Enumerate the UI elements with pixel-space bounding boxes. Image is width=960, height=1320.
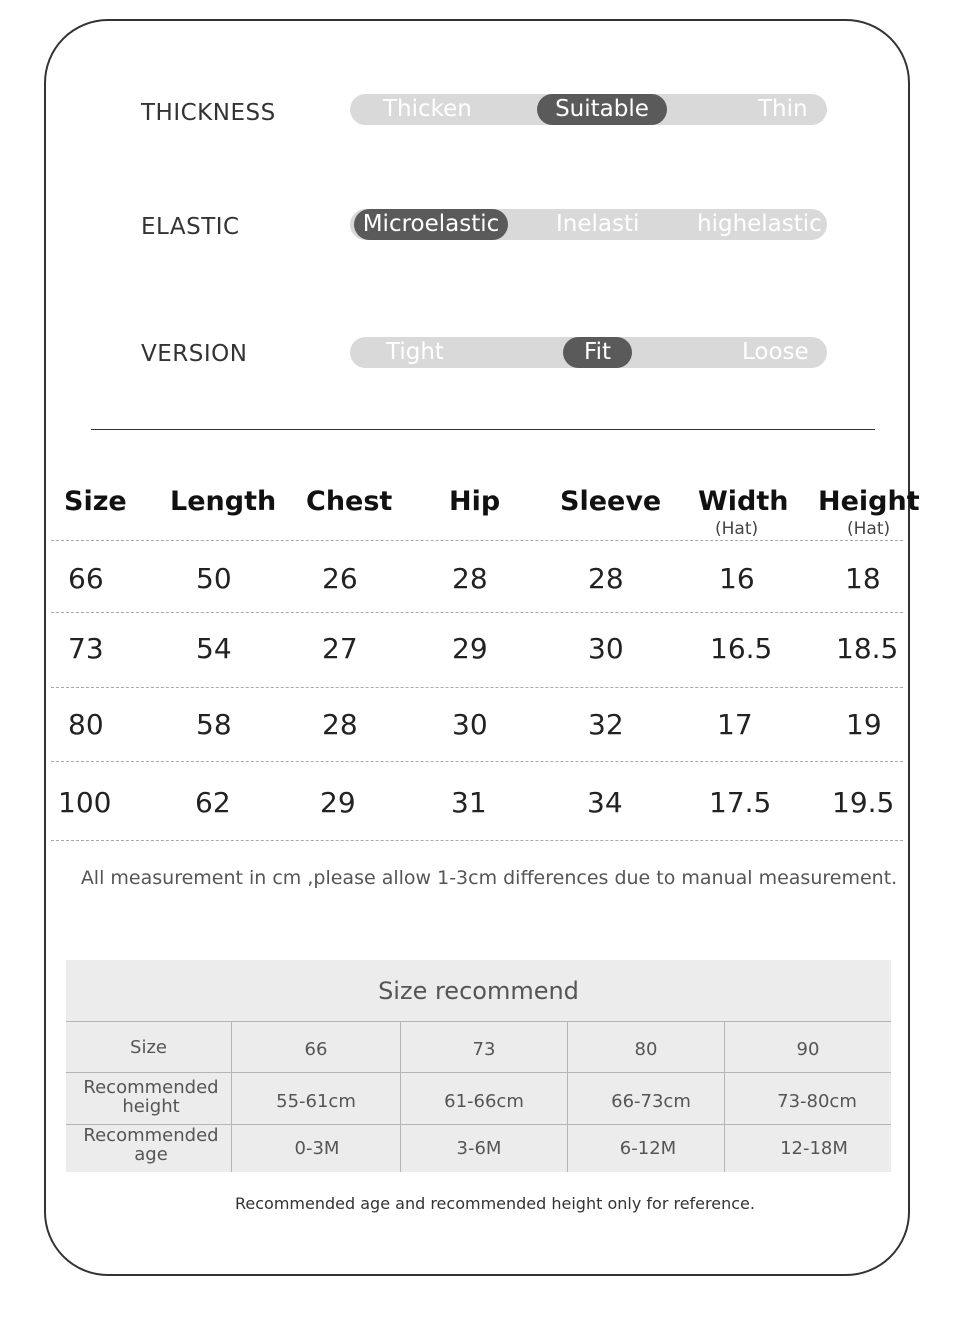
cell-sleeve: 28 [588, 562, 624, 595]
row-separator [51, 540, 903, 541]
cell-height: 19 [846, 708, 882, 741]
row-separator [51, 761, 903, 762]
row-label-height [66, 1078, 236, 1116]
cell-hip: 30 [452, 708, 488, 741]
cell-width: 16.5 [710, 632, 773, 665]
recommend-cell: 73 [472, 1039, 496, 1060]
table-border [66, 1021, 891, 1022]
size-recommend-table [66, 960, 891, 1172]
row-separator [51, 687, 903, 688]
scale-option: Tight [386, 339, 444, 365]
size-recommend-title: Size recommend [378, 977, 579, 1005]
cell-hip: 29 [452, 632, 488, 665]
cell-hip: 31 [451, 786, 487, 819]
cell-height: 19.5 [832, 786, 895, 819]
row-separator [51, 612, 903, 613]
cell-chest: 29 [320, 786, 356, 819]
elastic-scale [350, 209, 827, 240]
row-label-line: height [122, 1096, 180, 1117]
cell-length: 62 [195, 786, 231, 819]
table-border [66, 1072, 891, 1073]
recommend-cell: 66-73cm [611, 1091, 691, 1112]
cell-length: 58 [196, 708, 232, 741]
cell-length: 54 [196, 632, 232, 665]
width-subheader: (Hat) [715, 519, 759, 539]
cell-size: 66 [68, 562, 104, 595]
column-header-size: Size [64, 486, 127, 517]
row-label-line: Recommended [83, 1077, 219, 1098]
column-header-length: Length [170, 486, 277, 517]
row-label-line: age [134, 1144, 168, 1165]
recommend-cell: 12-18M [780, 1138, 848, 1159]
recommend-cell: 90 [796, 1039, 820, 1060]
scale-option-selected: Microelastic [354, 209, 508, 240]
recommend-cell: 6-12M [619, 1138, 677, 1159]
height-subheader: (Hat) [847, 519, 891, 539]
cell-chest: 26 [322, 562, 358, 595]
cell-height: 18 [845, 562, 881, 595]
reference-footnote: Recommended age and recommended height only for reference. [235, 1194, 755, 1213]
cell-height: 18.5 [836, 632, 899, 665]
cell-size: 80 [68, 708, 104, 741]
cell-chest: 28 [322, 708, 358, 741]
cell-length: 50 [196, 562, 232, 595]
scale-option-selected: Fit [563, 337, 632, 368]
scale-option: Loose [742, 339, 809, 365]
row-separator [51, 840, 903, 841]
scale-option: Thin [758, 96, 808, 122]
cell-sleeve: 34 [587, 786, 623, 819]
recommend-cell: 61-66cm [444, 1091, 524, 1112]
recommend-cell: 55-61cm [276, 1091, 356, 1112]
cell-sleeve: 30 [588, 632, 624, 665]
scale-option: highelastic [697, 211, 822, 237]
recommend-cell: 80 [634, 1039, 658, 1060]
column-header-hip: Hip [449, 486, 501, 517]
row-label-line: Recommended [83, 1125, 219, 1146]
attribute-label: THICKNESS [141, 100, 276, 126]
recommend-cell: 66 [304, 1039, 328, 1060]
version-scale [350, 337, 827, 368]
recommend-cell: 73-80cm [777, 1091, 857, 1112]
cell-chest: 27 [322, 632, 358, 665]
cell-width: 17.5 [709, 786, 772, 819]
cell-hip: 28 [452, 562, 488, 595]
cell-size: 100 [58, 786, 112, 819]
thickness-scale [350, 94, 827, 125]
recommend-cell: 3-6M [456, 1138, 502, 1159]
attribute-label: ELASTIC [141, 214, 240, 240]
cell-size: 73 [68, 632, 104, 665]
row-label-size: Size [130, 1037, 167, 1058]
attribute-label: VERSION [141, 341, 248, 367]
column-header-height: Height [818, 486, 920, 517]
column-header-sleeve: Sleeve [560, 486, 662, 517]
scale-option: Thicken [383, 96, 472, 122]
column-header-chest: Chest [306, 486, 393, 517]
row-label-age [66, 1126, 236, 1164]
cell-width: 17 [717, 708, 753, 741]
measurement-note: All measurement in cm ,please allow 1-3cm differences due to manual measurement. [80, 867, 898, 889]
recommend-cell: 0-3M [294, 1138, 340, 1159]
section-divider [91, 429, 875, 430]
cell-width: 16 [719, 562, 755, 595]
cell-sleeve: 32 [588, 708, 624, 741]
column-header-width: Width [698, 486, 789, 517]
scale-option: Inelasti [556, 211, 640, 237]
scale-option-selected: Suitable [537, 94, 667, 125]
